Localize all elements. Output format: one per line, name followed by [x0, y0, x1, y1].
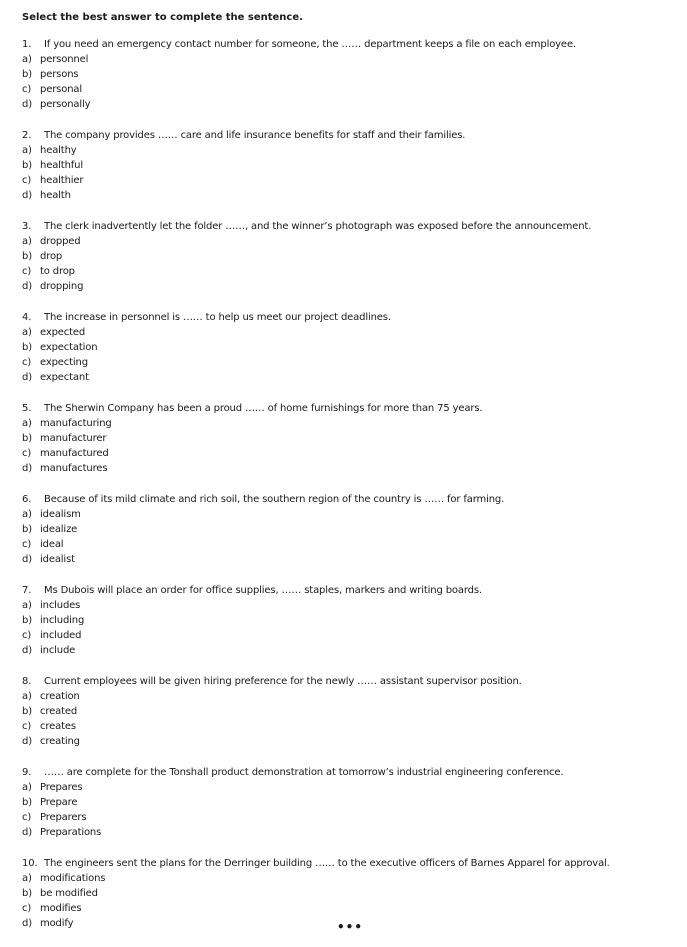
option-letter: d): [22, 645, 32, 656]
instruction-heading: Select the best answer to complete the sentence.: [22, 12, 303, 23]
option-text: manufacturer: [40, 433, 107, 444]
question-stem: [22, 128, 672, 143]
question-stem: [22, 674, 672, 689]
option-text: manufacturing: [40, 418, 112, 429]
question-stem: [22, 219, 672, 234]
option-a[interactable]: [22, 780, 672, 795]
option-b[interactable]: [22, 431, 672, 446]
option-text: to drop: [40, 266, 75, 277]
option-text: include: [40, 645, 76, 656]
option-letter: c): [22, 539, 32, 550]
option-text: idealize: [40, 524, 78, 535]
option-letter: a): [22, 509, 32, 520]
option-text: modify: [40, 918, 74, 929]
option-text: modifies: [40, 903, 82, 914]
option-b[interactable]: [22, 795, 672, 810]
option-b[interactable]: [22, 886, 672, 901]
option-text: personal: [40, 84, 82, 95]
option-text: creation: [40, 691, 80, 702]
option-b[interactable]: [22, 340, 672, 355]
option-letter: a): [22, 600, 32, 611]
option-letter: d): [22, 827, 32, 838]
option-c[interactable]: [22, 355, 672, 370]
option-text: expected: [40, 327, 86, 338]
option-text: ideal: [40, 539, 64, 550]
option-text: Prepares: [40, 782, 83, 793]
question-number: 10.: [22, 858, 38, 869]
question-text: The engineers sent the plans for the Derringer building …… to the executive officers of Barnes Apparel for approval.: [44, 858, 610, 869]
option-text: dropping: [40, 281, 84, 292]
option-text: created: [40, 706, 78, 717]
option-a[interactable]: [22, 416, 672, 431]
option-d[interactable]: [22, 825, 672, 840]
option-letter: b): [22, 433, 32, 444]
option-c[interactable]: [22, 446, 672, 461]
option-letter: d): [22, 99, 32, 110]
option-letter: b): [22, 160, 32, 171]
option-b[interactable]: [22, 158, 672, 173]
option-text: persons: [40, 69, 79, 80]
option-letter: d): [22, 554, 32, 565]
option-text: healthy: [40, 145, 77, 156]
option-letter: a): [22, 54, 32, 65]
worksheet: [22, 10, 672, 947]
option-letter: c): [22, 630, 32, 641]
option-d[interactable]: [22, 97, 672, 112]
option-text: modifications: [40, 873, 106, 884]
option-letter: b): [22, 524, 32, 535]
question-1: [22, 37, 672, 112]
option-a[interactable]: [22, 143, 672, 158]
option-text: included: [40, 630, 82, 641]
option-c[interactable]: [22, 82, 672, 97]
question-stem: [22, 492, 672, 507]
option-letter: d): [22, 190, 32, 201]
option-letter: b): [22, 888, 32, 899]
option-letter: a): [22, 145, 32, 156]
option-text: personally: [40, 99, 91, 110]
option-a[interactable]: [22, 598, 672, 613]
option-letter: a): [22, 327, 32, 338]
option-d[interactable]: [22, 461, 672, 476]
option-text: health: [40, 190, 71, 201]
option-letter: a): [22, 691, 32, 702]
question-7: [22, 583, 672, 658]
option-b[interactable]: [22, 522, 672, 537]
question-9: [22, 765, 672, 840]
option-letter: c): [22, 903, 32, 914]
option-d[interactable]: [22, 279, 672, 294]
option-b[interactable]: [22, 613, 672, 628]
option-a[interactable]: [22, 325, 672, 340]
option-text: healthier: [40, 175, 84, 186]
question-text: The increase in personnel is …… to help us meet our project deadlines.: [44, 312, 391, 323]
option-text: expecting: [40, 357, 88, 368]
option-letter: b): [22, 797, 32, 808]
option-b[interactable]: [22, 704, 672, 719]
option-c[interactable]: [22, 264, 672, 279]
question-6: [22, 492, 672, 567]
option-letter: c): [22, 175, 32, 186]
option-letter: c): [22, 812, 32, 823]
option-letter: c): [22, 721, 32, 732]
option-text: healthful: [40, 160, 83, 171]
question-2: [22, 128, 672, 203]
option-a[interactable]: [22, 234, 672, 249]
option-text: drop: [40, 251, 63, 262]
question-number: 6.: [22, 494, 32, 505]
question-number: 8.: [22, 676, 32, 687]
option-letter: b): [22, 251, 32, 262]
question-text: Current employees will be given hiring preference for the newly …… assistant supervisor position.: [44, 676, 522, 687]
option-text: be modified: [40, 888, 98, 899]
question-number: 2.: [22, 130, 32, 141]
option-a[interactable]: [22, 507, 672, 522]
option-c[interactable]: [22, 537, 672, 552]
option-a[interactable]: [22, 689, 672, 704]
option-c[interactable]: [22, 810, 672, 825]
option-d[interactable]: [22, 643, 672, 658]
question-stem: [22, 856, 672, 871]
option-letter: c): [22, 266, 32, 277]
question-number: 1.: [22, 39, 32, 50]
option-d[interactable]: [22, 188, 672, 203]
option-c[interactable]: [22, 173, 672, 188]
question-number: 5.: [22, 403, 32, 414]
question-text: Because of its mild climate and rich soil, the southern region of the country is …… for farming.: [44, 494, 505, 505]
option-letter: d): [22, 918, 32, 929]
option-text: dropped: [40, 236, 81, 247]
option-text: Preparers: [40, 812, 87, 823]
option-letter: d): [22, 463, 32, 474]
question-number: 7.: [22, 585, 32, 596]
option-letter: d): [22, 281, 32, 292]
option-d[interactable]: [22, 734, 672, 749]
option-text: expectant: [40, 372, 89, 383]
option-c[interactable]: [22, 628, 672, 643]
option-text: manufactured: [40, 448, 109, 459]
question-stem: [22, 310, 672, 325]
option-text: including: [40, 615, 85, 626]
option-text: creates: [40, 721, 76, 732]
option-letter: b): [22, 342, 32, 353]
option-text: includes: [40, 600, 81, 611]
option-b[interactable]: [22, 249, 672, 264]
option-c[interactable]: [22, 719, 672, 734]
question-stem: [22, 37, 672, 52]
option-b[interactable]: [22, 67, 672, 82]
option-text: Preparations: [40, 827, 102, 838]
continuation-dots: •••: [337, 920, 364, 934]
option-text: creating: [40, 736, 80, 747]
option-letter: d): [22, 372, 32, 383]
question-number: 3.: [22, 221, 32, 232]
option-text: personnel: [40, 54, 89, 65]
option-letter: c): [22, 448, 32, 459]
question-text: The clerk inadvertently let the folder ……, and the winner’s photograph was exposed before the announcement.: [44, 221, 592, 232]
option-a[interactable]: [22, 871, 672, 886]
question-3: [22, 219, 672, 294]
question-8: [22, 674, 672, 749]
option-letter: a): [22, 236, 32, 247]
question-5: [22, 401, 672, 476]
option-letter: a): [22, 782, 32, 793]
option-letter: b): [22, 615, 32, 626]
option-text: idealism: [40, 509, 81, 520]
question-number: 9.: [22, 767, 32, 778]
option-text: expectation: [40, 342, 98, 353]
option-d[interactable]: [22, 552, 672, 567]
question-text: The Sherwin Company has been a proud …… of home furnishings for more than 75 years.: [44, 403, 483, 414]
option-letter: d): [22, 736, 32, 747]
question-stem: [22, 583, 672, 598]
question-text: Ms Dubois will place an order for office supplies, …… staples, markers and writing boards.: [44, 585, 482, 596]
option-c[interactable]: [22, 901, 672, 916]
question-stem: [22, 401, 672, 416]
option-letter: b): [22, 69, 32, 80]
option-text: idealist: [40, 554, 75, 565]
question-4: [22, 310, 672, 385]
option-letter: c): [22, 84, 32, 95]
question-text: The company provides …… care and life insurance benefits for staff and their families.: [44, 130, 466, 141]
question-text: If you need an emergency contact number for someone, the …… department keeps a file on each employee.: [44, 39, 576, 50]
option-letter: b): [22, 706, 32, 717]
question-number: 4.: [22, 312, 32, 323]
option-text: Prepare: [40, 797, 78, 808]
option-d[interactable]: [22, 370, 672, 385]
option-text: manufactures: [40, 463, 108, 474]
option-letter: a): [22, 418, 32, 429]
question-text: …… are complete for the Tonshall product demonstration at tomorrow’s industrial engineering conference.: [44, 767, 564, 778]
option-letter: a): [22, 873, 32, 884]
option-letter: c): [22, 357, 32, 368]
option-a[interactable]: [22, 52, 672, 67]
question-stem: [22, 765, 672, 780]
